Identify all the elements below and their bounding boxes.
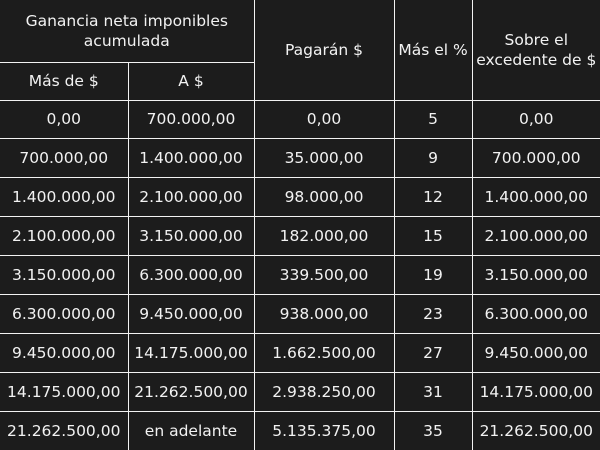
cell-percent: 27 bbox=[394, 333, 472, 372]
header-income-group: Ganancia neta imponibles acumulada bbox=[0, 0, 254, 62]
table-header bbox=[0, 0, 600, 100]
cell-excess: 3.150.000,00 bbox=[472, 256, 600, 295]
cell-to: 2.100.000,00 bbox=[128, 178, 254, 217]
cell-from: 1.400.000,00 bbox=[0, 178, 128, 217]
cell-pay: 0,00 bbox=[254, 100, 394, 139]
cell-excess: 0,00 bbox=[472, 100, 600, 139]
cell-excess: 1.400.000,00 bbox=[472, 178, 600, 217]
cell-pay: 1.662.500,00 bbox=[254, 333, 394, 372]
table-row bbox=[0, 139, 600, 178]
table-body bbox=[0, 100, 600, 450]
cell-from: 9.450.000,00 bbox=[0, 333, 128, 372]
cell-excess: 9.450.000,00 bbox=[472, 333, 600, 372]
cell-excess: 21.262.500,00 bbox=[472, 411, 600, 450]
cell-excess: 2.100.000,00 bbox=[472, 217, 600, 256]
cell-to: en adelante bbox=[128, 411, 254, 450]
table-row bbox=[0, 100, 600, 139]
cell-pay: 35.000,00 bbox=[254, 139, 394, 178]
cell-excess: 14.175.000,00 bbox=[472, 372, 600, 411]
cell-from: 6.300.000,00 bbox=[0, 294, 128, 333]
cell-percent: 5 bbox=[394, 100, 472, 139]
table-row bbox=[0, 217, 600, 256]
header-to: A $ bbox=[128, 62, 254, 100]
cell-pay: 5.135.375,00 bbox=[254, 411, 394, 450]
cell-from: 14.175.000,00 bbox=[0, 372, 128, 411]
cell-pay: 2.938.250,00 bbox=[254, 372, 394, 411]
cell-from: 21.262.500,00 bbox=[0, 411, 128, 450]
cell-percent: 23 bbox=[394, 294, 472, 333]
header-percent: Más el % bbox=[394, 0, 472, 100]
cell-pay: 182.000,00 bbox=[254, 217, 394, 256]
cell-from: 0,00 bbox=[0, 100, 128, 139]
table-row bbox=[0, 411, 600, 450]
header-from: Más de $ bbox=[0, 62, 128, 100]
table-row bbox=[0, 372, 600, 411]
cell-from: 700.000,00 bbox=[0, 139, 128, 178]
cell-to: 9.450.000,00 bbox=[128, 294, 254, 333]
cell-from: 3.150.000,00 bbox=[0, 256, 128, 295]
table-row bbox=[0, 178, 600, 217]
cell-percent: 35 bbox=[394, 411, 472, 450]
cell-percent: 15 bbox=[394, 217, 472, 256]
header-pay: Pagarán $ bbox=[254, 0, 394, 100]
cell-excess: 6.300.000,00 bbox=[472, 294, 600, 333]
cell-from: 2.100.000,00 bbox=[0, 217, 128, 256]
cell-to: 700.000,00 bbox=[128, 100, 254, 139]
table-row bbox=[0, 256, 600, 295]
cell-to: 3.150.000,00 bbox=[128, 217, 254, 256]
cell-pay: 938.000,00 bbox=[254, 294, 394, 333]
header-excess: Sobre el excedente de $ bbox=[472, 0, 600, 100]
table-row bbox=[0, 294, 600, 333]
cell-excess: 700.000,00 bbox=[472, 139, 600, 178]
cell-to: 21.262.500,00 bbox=[128, 372, 254, 411]
cell-percent: 31 bbox=[394, 372, 472, 411]
cell-to: 1.400.000,00 bbox=[128, 139, 254, 178]
cell-percent: 9 bbox=[394, 139, 472, 178]
cell-percent: 19 bbox=[394, 256, 472, 295]
cell-to: 6.300.000,00 bbox=[128, 256, 254, 295]
cell-pay: 98.000,00 bbox=[254, 178, 394, 217]
cell-to: 14.175.000,00 bbox=[128, 333, 254, 372]
cell-pay: 339.500,00 bbox=[254, 256, 394, 295]
table-row bbox=[0, 333, 600, 372]
cell-percent: 12 bbox=[394, 178, 472, 217]
